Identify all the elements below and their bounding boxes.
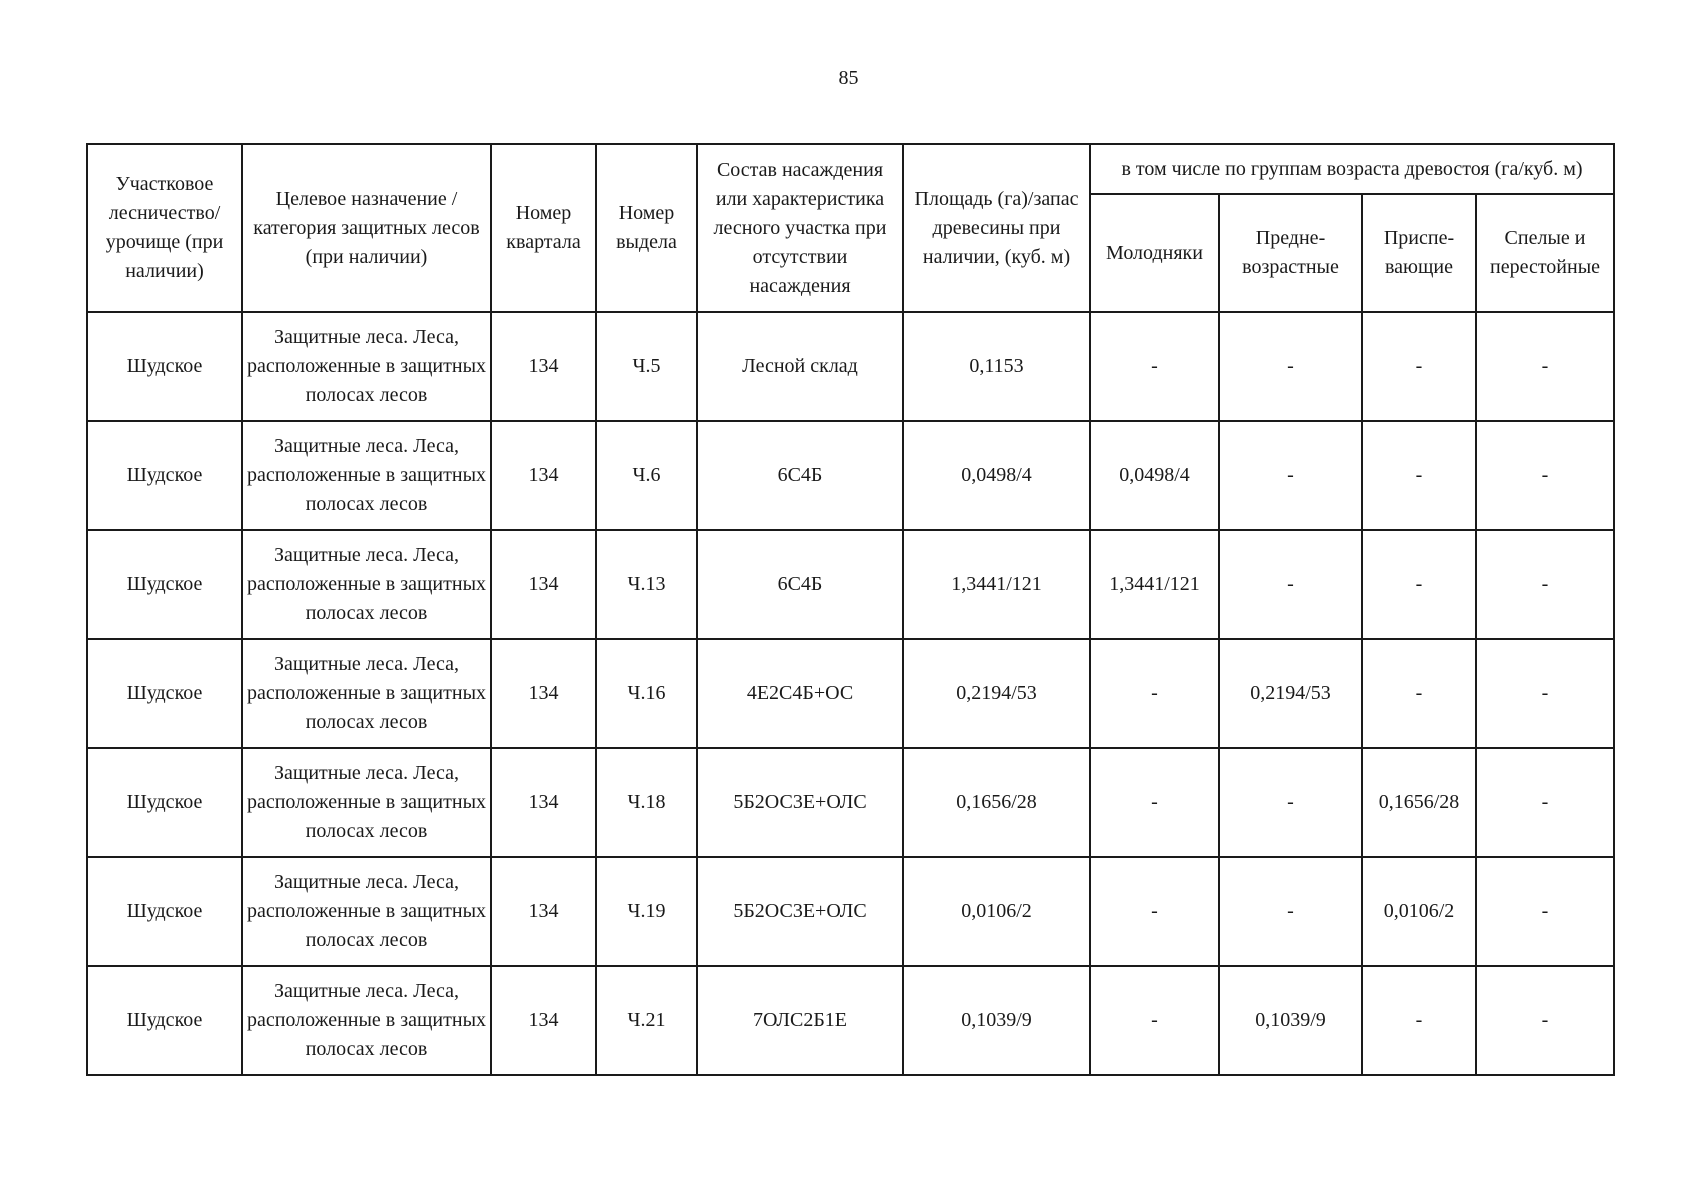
cell-composition: Лесной склад bbox=[697, 312, 903, 421]
cell-mature: - bbox=[1476, 966, 1614, 1075]
cell-maturing: - bbox=[1362, 421, 1476, 530]
cell-maturing: 0,0106/2 bbox=[1362, 857, 1476, 966]
cell-young: - bbox=[1090, 639, 1219, 748]
cell-composition: 5Б2ОС3Е+ОЛС bbox=[697, 748, 903, 857]
cell-middle-aged: - bbox=[1219, 857, 1362, 966]
cell-quarter: 134 bbox=[491, 312, 596, 421]
cell-composition: 7ОЛС2Б1Е bbox=[697, 966, 903, 1075]
cell-mature: - bbox=[1476, 421, 1614, 530]
cell-middle-aged: - bbox=[1219, 748, 1362, 857]
cell-purpose: Защитные леса. Леса, расположенные в защитных полосах лесов bbox=[242, 421, 491, 530]
cell-area: 0,0498/4 bbox=[903, 421, 1090, 530]
cell-forestry: Шудское bbox=[87, 748, 242, 857]
cell-area: 0,0106/2 bbox=[903, 857, 1090, 966]
table-row bbox=[87, 421, 1614, 530]
cell-purpose: Защитные леса. Леса, расположенные в защитных полосах лесов bbox=[242, 312, 491, 421]
cell-middle-aged: - bbox=[1219, 530, 1362, 639]
cell-forestry: Шудское bbox=[87, 530, 242, 639]
cell-composition: 6С4Б bbox=[697, 421, 903, 530]
header-area: Площадь (га)/запас древесины при наличии, (куб. м) bbox=[903, 144, 1090, 312]
cell-mature: - bbox=[1476, 857, 1614, 966]
cell-area: 0,2194/53 bbox=[903, 639, 1090, 748]
table-row bbox=[87, 857, 1614, 966]
cell-mature: - bbox=[1476, 530, 1614, 639]
cell-area: 0,1656/28 bbox=[903, 748, 1090, 857]
table-row bbox=[87, 530, 1614, 639]
cell-mature: - bbox=[1476, 312, 1614, 421]
cell-plot: Ч.19 bbox=[596, 857, 697, 966]
cell-maturing: 0,1656/28 bbox=[1362, 748, 1476, 857]
cell-composition: 5Б2ОС3Е+ОЛС bbox=[697, 857, 903, 966]
cell-middle-aged: - bbox=[1219, 312, 1362, 421]
header-age-groups: в том числе по группам возраста древостоя (га/куб. м) bbox=[1090, 144, 1614, 194]
header-mature-overmature: Спелые и перестойные bbox=[1476, 194, 1614, 312]
forest-plots-table bbox=[86, 143, 1615, 1076]
cell-forestry: Шудское bbox=[87, 966, 242, 1075]
cell-purpose: Защитные леса. Леса, расположенные в защитных полосах лесов bbox=[242, 530, 491, 639]
cell-composition: 4Е2С4Б+ОС bbox=[697, 639, 903, 748]
cell-quarter: 134 bbox=[491, 966, 596, 1075]
header-composition: Состав насаждения или характеристика лесного участка при отсутствии насаждения bbox=[697, 144, 903, 312]
cell-quarter: 134 bbox=[491, 421, 596, 530]
cell-plot: Ч.21 bbox=[596, 966, 697, 1075]
cell-quarter: 134 bbox=[491, 639, 596, 748]
cell-plot: Ч.13 bbox=[596, 530, 697, 639]
page-number: 85 bbox=[838, 67, 859, 89]
header-plot-number: Номер выдела bbox=[596, 144, 697, 312]
header-quarter-number: Номер квартала bbox=[491, 144, 596, 312]
table-row bbox=[87, 312, 1614, 421]
header-purpose: Целевое назначение / категория защитных лесов (при наличии) bbox=[242, 144, 491, 312]
cell-quarter: 134 bbox=[491, 857, 596, 966]
cell-purpose: Защитные леса. Леса, расположенные в защитных полосах лесов bbox=[242, 748, 491, 857]
cell-area: 0,1039/9 bbox=[903, 966, 1090, 1075]
cell-young: - bbox=[1090, 966, 1219, 1075]
cell-middle-aged: 0,1039/9 bbox=[1219, 966, 1362, 1075]
cell-purpose: Защитные леса. Леса, расположенные в защитных полосах лесов bbox=[242, 966, 491, 1075]
cell-mature: - bbox=[1476, 639, 1614, 748]
cell-area: 0,1153 bbox=[903, 312, 1090, 421]
cell-forestry: Шудское bbox=[87, 312, 242, 421]
table-row bbox=[87, 639, 1614, 748]
cell-middle-aged: 0,2194/53 bbox=[1219, 639, 1362, 748]
cell-maturing: - bbox=[1362, 530, 1476, 639]
cell-forestry: Шудское bbox=[87, 421, 242, 530]
cell-plot: Ч.18 bbox=[596, 748, 697, 857]
cell-quarter: 134 bbox=[491, 530, 596, 639]
cell-purpose: Защитные леса. Леса, расположенные в защитных полосах лесов bbox=[242, 639, 491, 748]
cell-plot: Ч.6 bbox=[596, 421, 697, 530]
table-row bbox=[87, 748, 1614, 857]
cell-quarter: 134 bbox=[491, 748, 596, 857]
cell-young: 1,3441/121 bbox=[1090, 530, 1219, 639]
header-forestry: Участковое лесничество/ урочище (при наличии) bbox=[87, 144, 242, 312]
header-young-stands: Молодняки bbox=[1090, 194, 1219, 312]
cell-maturing: - bbox=[1362, 312, 1476, 421]
cell-middle-aged: - bbox=[1219, 421, 1362, 530]
cell-young: - bbox=[1090, 748, 1219, 857]
cell-purpose: Защитные леса. Леса, расположенные в защитных полосах лесов bbox=[242, 857, 491, 966]
cell-young: 0,0498/4 bbox=[1090, 421, 1219, 530]
cell-plot: Ч.16 bbox=[596, 639, 697, 748]
header-middle-aged: Предне-возрастные bbox=[1219, 194, 1362, 312]
cell-young: - bbox=[1090, 312, 1219, 421]
cell-plot: Ч.5 bbox=[596, 312, 697, 421]
cell-young: - bbox=[1090, 857, 1219, 966]
cell-composition: 6С4Б bbox=[697, 530, 903, 639]
cell-mature: - bbox=[1476, 748, 1614, 857]
cell-maturing: - bbox=[1362, 966, 1476, 1075]
cell-area: 1,3441/121 bbox=[903, 530, 1090, 639]
cell-maturing: - bbox=[1362, 639, 1476, 748]
header-maturing: Приспе-вающие bbox=[1362, 194, 1476, 312]
table-row bbox=[87, 966, 1614, 1075]
cell-forestry: Шудское bbox=[87, 857, 242, 966]
cell-forestry: Шудское bbox=[87, 639, 242, 748]
